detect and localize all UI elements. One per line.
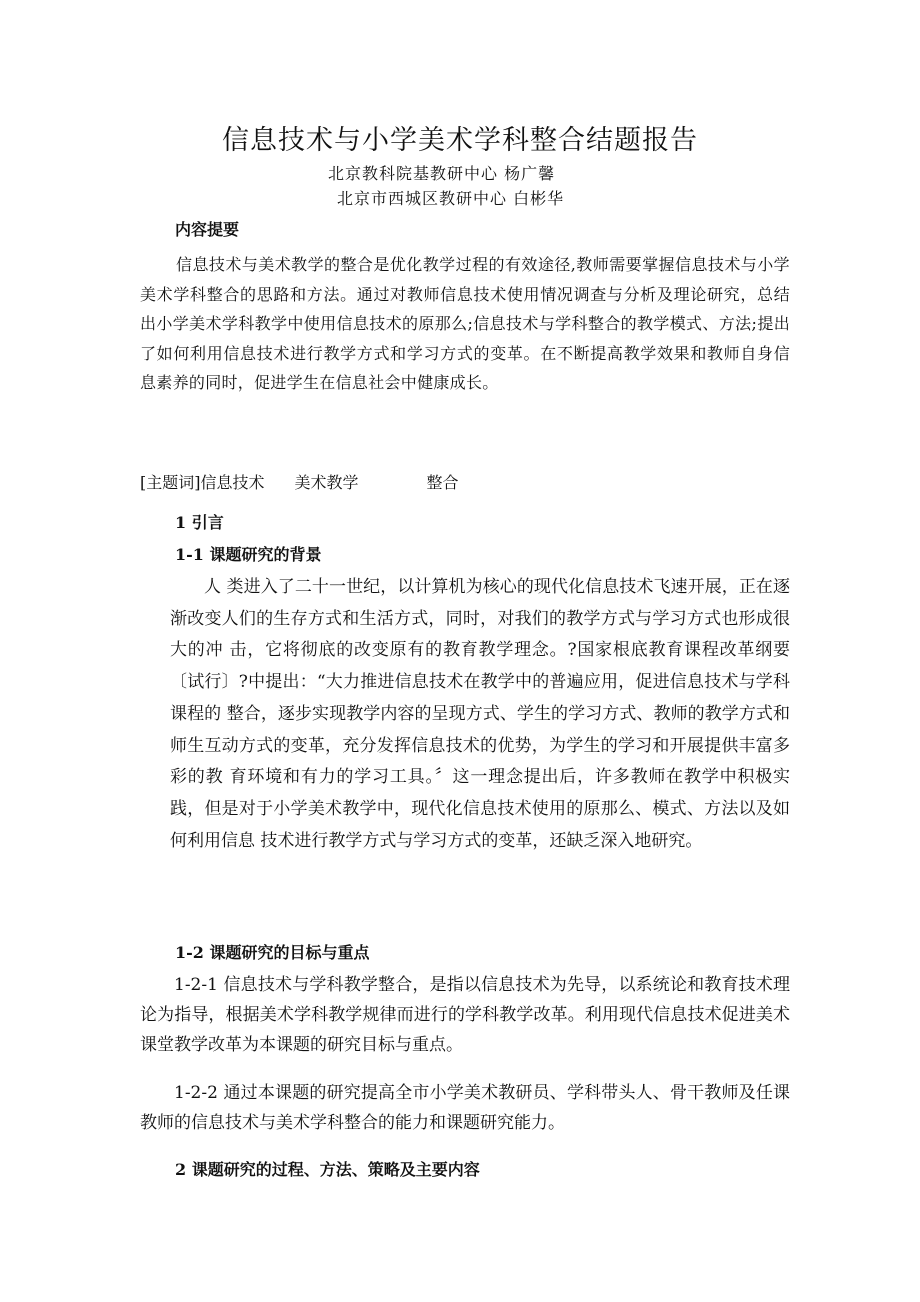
keyword-item: 信息技术 [200,473,265,492]
document-title: 信息技术与小学美术学科整合结题报告 [222,125,698,156]
section-heading-2: 2 课题研究的过程、方法、策略及主要内容 [175,1160,480,1179]
goal-paragraph-1: 1-2-1 信息技术与学科教学整合，是指以信息技术为先导，以系统论和教育技术理论为指导，根据美术学科教学规律而进行的学科教学改革。利用现代信息技术促进美术课堂教学改革为本课题的研究目标与重点。 [140,975,790,1055]
abstract-text: 信息技术与美术教学的整合是优化教学过程的有效途径,教师需要掌握信息技术与小学美术学科整合的思路和方法。通过对教师信息技术使用情况调查与分析及理论研究，总结出小学美术学科教学中使用信息技术的原那么;信息技术与学科整合的教学模式、方法;提出了如何利用信息技术进行教学方式和学习方式的变革。在不断提高教学效果和教师自身信息素养的同时，促进学生在信息社会中健康成长。 [140,255,790,392]
section-heading-1-1: 1-1 课题研究的背景 [175,545,322,564]
keywords-line [140,470,459,493]
keyword-item: 美术教学 [294,473,359,492]
goal-paragraph-2: 1-2-2 通过本课题的研究提高全市小学美术教研员、学科带头人、骨干教师及任课教师的信息技术与美术学科整合的能力和课题研究能力。 [140,1083,790,1133]
keywords-label: [主题词] [140,473,201,492]
section-heading-1-2: 1-2 课题研究的目标与重点 [175,943,370,962]
abstract-heading: 内容提要 [175,220,240,239]
author-line-1: 北京教科院基教研中心 杨广馨 [328,164,556,183]
keyword-item: 整合 [426,473,459,492]
author-line-2: 北京市西城区教研中心 白彬华 [337,189,565,208]
section-heading-1: 1 引言 [175,513,224,532]
background-paragraph: 人 类进入了二十一世纪，以计算机为核心的现代化信息技术飞速开展，正在逐渐改变人们的生存方式和生活方式，同时，对我们的教学方式与学习方式也形成很大的冲 击，它将彻底的改变原有的教育教学理念。?国家根底教育课程改革纲要〔试行〕?中提出：“大力推进信息技术在教学中的普遍应用，促进信息技术与学科课程的 整合，逐步实现教学内容的呈现方式、学生的学习方式、教师的教学方式和师生互动方式的变革，充分发挥信息技术的优势，为学生的学习和开展提供丰富多彩的教 育环境和有力的学习工具。〞这一理念提出后，许多教师在教学中积极实践，但是对于小学美术教学中，现代化信息技术使用的原那么、模式、方法以及如何利用信息 技术进行教学方式与学习方式的变革，还缺乏深入地研究。 [170,577,790,851]
